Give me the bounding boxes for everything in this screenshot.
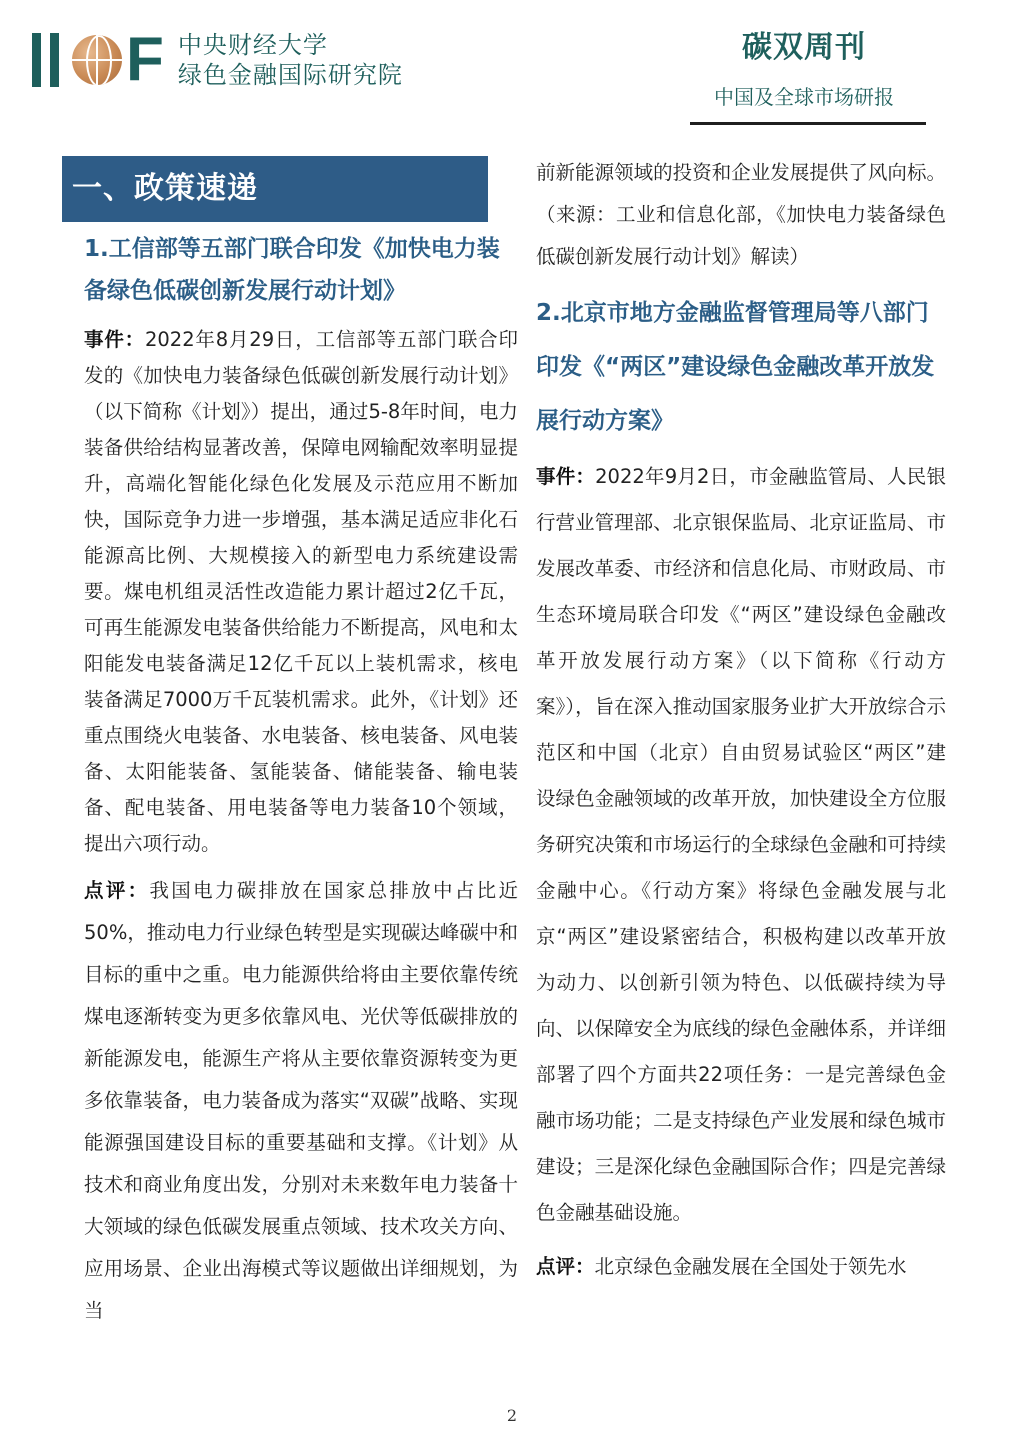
article1-event-text: 2022年8月29日，工信部等五部门联合印发的《加快电力装备绿色低碳创新发展行动计划》（以下简称《计划》）提出，通过5-8年时间，电力装备供给结构显著改善，保障电网输配效率明显提升，高端化智能化绿色化发展及示范应用不断加快，国际竞争力进一步增强，基本满足适应非化石能源高比例、大规模接入的新型电力系统建设需要。煤电机组灵活性改造能力累计超过2亿千瓦，可再生能源发电装备供给能力不断提高，风电和太阳能发电装备满足12亿千瓦以上装机需求，核电装备满足7000万千瓦装机需求。此外，《计划》还重点围绕火电装备、水电装备、核电装备、风电装备、太阳能装备、氢能装备、储能装备、输电装备、配电装备、用电装备等电力装备10个领域，提出六项行动。	[84, 328, 518, 855]
publication-header	[704, 28, 904, 110]
header-rule	[690, 122, 926, 125]
right-column	[536, 152, 946, 1290]
publication-title: 碳双周刊	[742, 30, 866, 65]
left-column	[84, 228, 518, 1332]
article2-event-text: 2022年9月2日，市金融监管局、人民银行营业管理部、北京银保监局、北京证监局、市发展改革委、市经济和信息化局、市财政局、市生态环境局联合印发《“两区”建设绿色金融改革开放发展行动方案》（以下简称《行动方案》），旨在深入推动国家服务业扩大开放综合示范区和中国（北京）自由贸易试验区“两区”建设绿色金融领域的改革开放，加快建设全方位服务研究决策和市场运行的全球绿色金融和可持续金融中心。《行动方案》将绿色金融发展与北京“两区”建设紧密结合，积极构建以改革开放为动力、以创新引领为特色、以低碳持续为导向、以保障安全为底线的绿色金融体系，并详细部署了四个方面共22项任务：一是完善绿色金融市场功能；二是支持绿色产业发展和绿色城市建设；三是深化绿色金融国际合作；四是完善绿色金融基础设施。	[536, 465, 946, 1224]
article1-comment-continued: 前新能源领域的投资和企业发展提供了风向标。（来源：工业和信息化部，《加快电力装备绿色低碳创新发展行动计划》解读）	[536, 161, 946, 268]
globe-icon	[72, 35, 122, 85]
article2-comment-text: 北京绿色金融发展在全国处于领先水	[594, 1255, 907, 1278]
article2-comment	[536, 1244, 946, 1290]
article2-comment-label: 点评：	[536, 1255, 595, 1278]
institute-name-line2: 绿色金融国际研究院	[177, 61, 403, 89]
article1-event-label: 事件：	[84, 328, 145, 351]
article1-comment	[84, 870, 518, 1332]
article1-heading: 1.工信部等五部门联合印发《加快电力装备绿色低碳创新发展行动计划》	[84, 236, 500, 304]
article2-heading: 2.北京市地方金融监督管理局等八部门印发《“两区”建设绿色金融改革开放发展行动方案》	[536, 300, 935, 434]
institute-name	[178, 30, 403, 90]
article2-event-label: 事件：	[536, 465, 596, 488]
article1-comment-label: 点评：	[84, 879, 150, 902]
article1-event	[84, 322, 518, 862]
section-title: 一、政策速递	[72, 171, 258, 206]
article1-comment-text: 我国电力碳排放在国家总排放中占比近50%，推动电力行业绿色转型是实现碳达峰碳中和目标的重中之重。电力能源供给将由主要依靠传统煤电逐渐转变为更多依靠风电、光伏等低碳排放的新能源发电，能源生产将从主要依靠资源转变为更多依靠装备，电力装备成为落实“双碳”战略、实现能源强国建设目标的重要基础和支撑。《计划》从技术和商业角度出发，分别对未来数年电力装备十大领域的绿色低碳发展重点领域、技术攻关方向、应用场景、企业出海模式等议题做出详细规划，为当	[84, 879, 518, 1322]
section-banner	[62, 156, 488, 222]
institute-logo	[32, 25, 403, 94]
article2-event	[536, 454, 946, 1236]
institute-name-line1: 中央财经大学	[177, 31, 328, 59]
page-number: 2	[506, 1406, 518, 1425]
iigf-logo-mark: F	[32, 31, 162, 89]
publication-subtitle: 中国及全球市场研报	[714, 85, 894, 109]
